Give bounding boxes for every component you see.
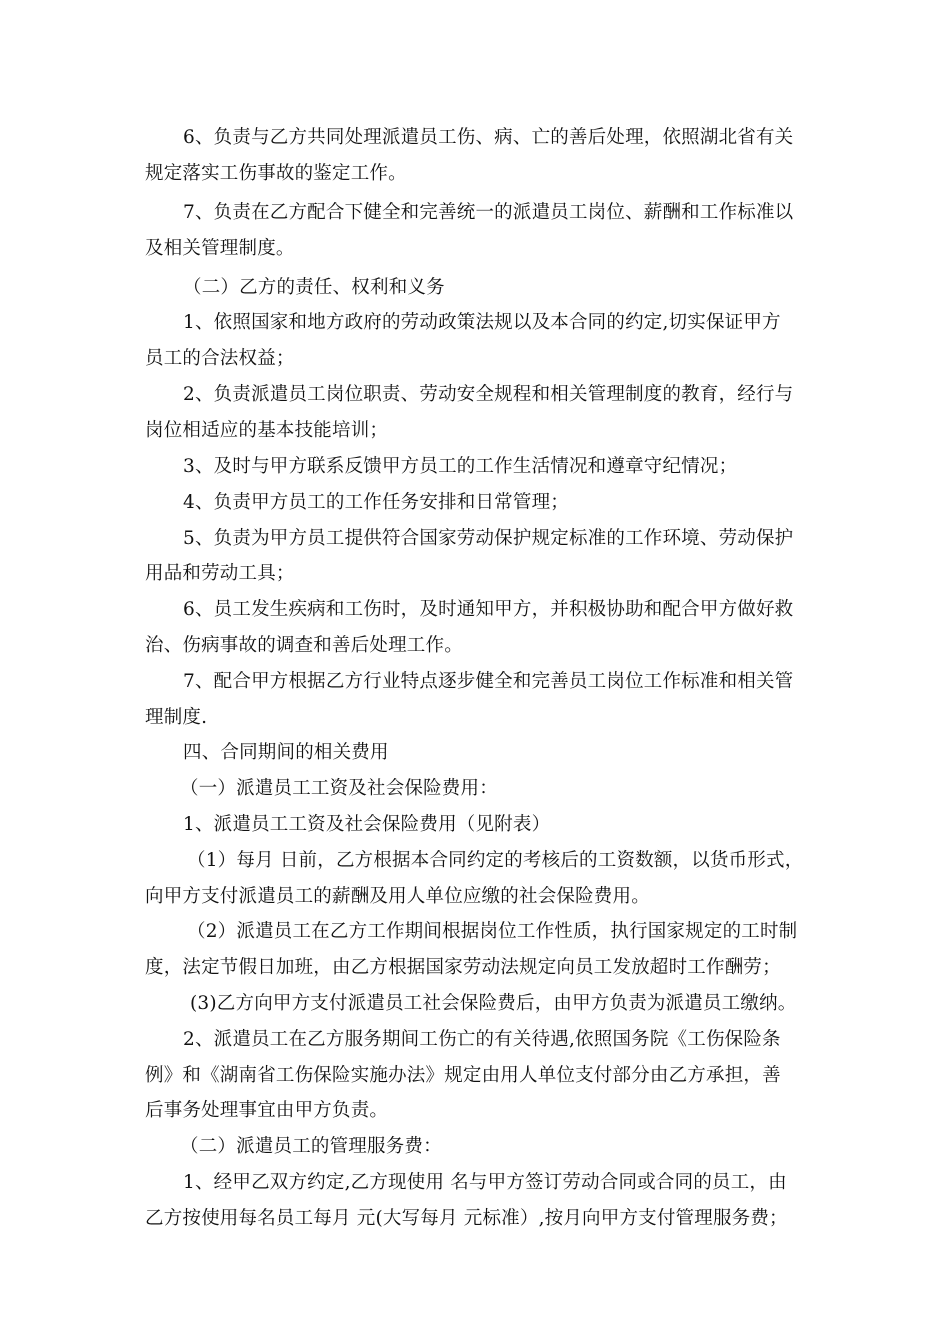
text-line: 7、负责在乙方配合下健全和完善统一的派遣员工岗位、薪酬和工作标准以	[183, 202, 794, 223]
text-line: 1、派遣员工工资及社会保险费用（见附表）	[183, 814, 551, 835]
text-line: (3)乙方向甲方支付派遣员工社会保险费后，由甲方负责为派遣员工缴纳。	[190, 993, 797, 1014]
text-line: 度，法定节假日加班，由乙方根据国家劳动法规定向员工发放超时工作酬劳；	[145, 957, 781, 978]
text-line: 及相关管理制度。	[145, 238, 295, 259]
text-line: 5、负责为甲方员工提供符合国家劳动保护规定标准的工作环境、劳动保护	[183, 528, 794, 549]
text-line: 4、负责甲方员工的工作任务安排和日常管理；	[183, 492, 569, 513]
text-line: 1、依照国家和地方政府的劳动政策法规以及本合同的约定,切实保证甲方	[183, 312, 781, 333]
text-line: 7、配合甲方根据乙方行业特点逐步健全和完善员工岗位工作标准和相关管	[183, 671, 794, 692]
text-line: 员工的合法权益；	[145, 348, 295, 369]
text-line: 例》和《湖南省工伤保险实施办法》规定由用人单位支付部分由乙方承担，善	[145, 1065, 781, 1086]
text-line: 后事务处理事宜由甲方负责。	[145, 1100, 389, 1121]
section-heading: 四、合同期间的相关费用	[183, 742, 389, 763]
text-line: 理制度.	[145, 707, 208, 728]
text-line: 2、负责派遣员工岗位职责、劳动安全规程和相关管理制度的教育，经行与	[183, 384, 794, 405]
text-line: 向甲方支付派遣员工的薪酬及用人单位应缴的社会保险费用。	[145, 886, 650, 907]
text-line: 2、派遣员工在乙方服务期间工伤亡的有关待遇,依照国务院《工伤保险条	[183, 1029, 781, 1050]
text-line: （1）每月 日前，乙方根据本合同约定的考核后的工资数额，以货币形式，	[187, 850, 804, 871]
text-line: 6、负责与乙方共同处理派遣员工伤、病、亡的善后处理，依照湖北省有关	[183, 127, 794, 148]
text-line: 乙方按使用每名员工每月 元(大写每月 元标准）,按月向甲方支付管理服务费；	[145, 1208, 788, 1229]
text-line: 3、及时与甲方联系反馈甲方员工的工作生活情况和遵章守纪情况；	[183, 456, 738, 477]
text-line: 1、经甲乙双方约定,乙方现使用 名与甲方签订劳动合同或合同的员工，由	[183, 1172, 787, 1193]
text-line: 6、员工发生疾病和工伤时，及时通知甲方，并积极协助和配合甲方做好救	[183, 599, 794, 620]
section-heading: （一）派遣员工工资及社会保险费用：	[180, 778, 498, 799]
text-line: 用品和劳动工具；	[145, 563, 295, 584]
section-heading: （二）派遣员工的管理服务费：	[180, 1136, 442, 1157]
text-line: 规定落实工伤事故的鉴定工作。	[145, 163, 407, 184]
text-line: 岗位相适应的基本技能培训；	[145, 420, 389, 441]
text-line: （2）派遣员工在乙方工作期间根据岗位工作性质，执行国家规定的工时制	[187, 921, 798, 942]
section-heading: （二）乙方的责任、权利和义务	[183, 277, 445, 298]
text-line: 治、伤病事故的调查和善后处理工作。	[145, 635, 463, 656]
